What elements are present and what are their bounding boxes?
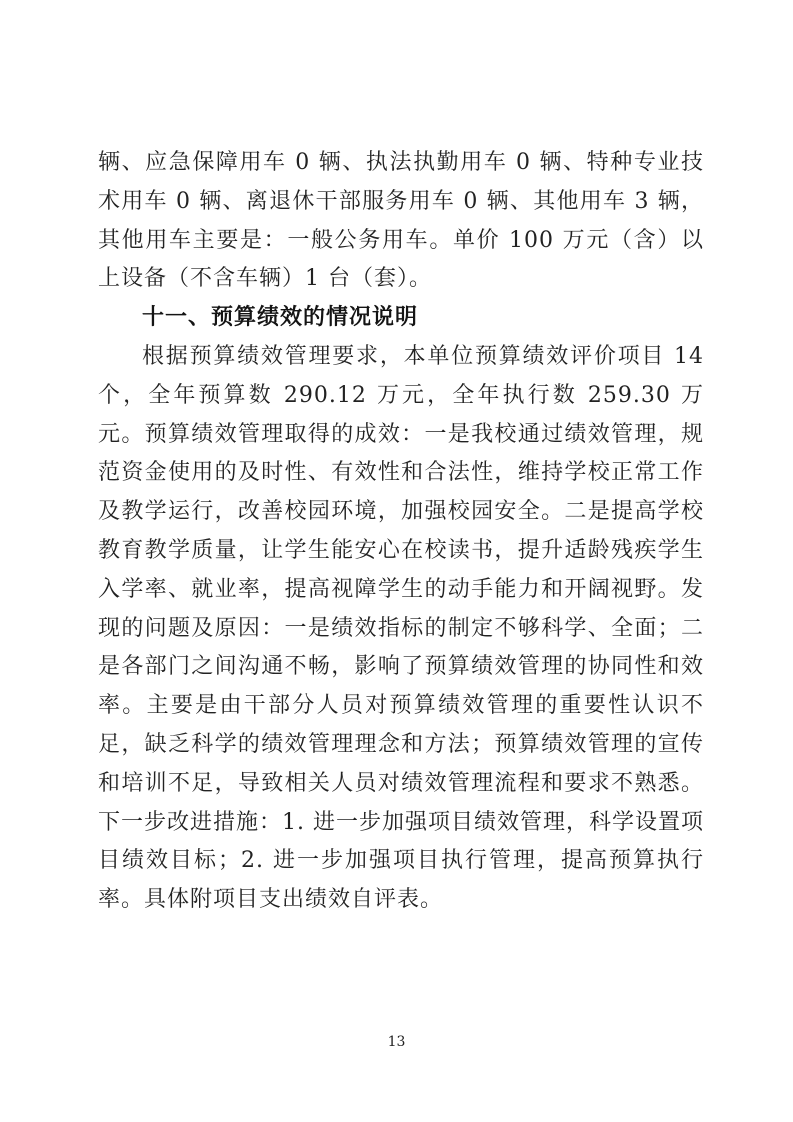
section-heading-budget-performance: 十一、预算绩效的情况说明 [142,305,419,331]
page-content [98,144,704,920]
paragraph-vehicle-continuation: 辆、应急保障用车 0 辆、执法执勤用车 0 辆、特种专业技术用车 0 辆、离退休干部服务用车 0 辆、其他用车 3 辆，其他用车主要是：一般公务用车。单价 100 万元（含）以上设备（不含车辆）1 台（套）。 [98,150,704,292]
page-number: 13 [387,1034,406,1050]
paragraph-budget-performance: 根据预算绩效管理要求，本单位预算绩效评价项目 14 个，全年预算数 290.12 万元，全年执行数 259.30 万元。预算绩效管理取得的成效：一是我校通过绩效管理，规范资金使用的及时性、有效性和合法性，维持学校正常工作及教学运行，改善校园环境，加强校园安全。二是提高学校教育教学质量，让学生能安心在校读书，提升适龄残疾学生入学率、就业率，提高视障学生的动手能力和开阔视野。发现的问题及原因：一是绩效指标的制定不够科学、全面；二是各部门之间沟通不畅，影响了预算绩效管理的协同性和效率。主要是由干部分人员对预算绩效管理的重要性认识不足，缺乏科学的绩效管理理念和方法；预算绩效管理的宣传和培训不足，导致相关人员对绩效管理流程和要求不熟悉。下一步改进措施：1. 进一步加强项目绩效管理，科学设置项目绩效目标；2. 进一步加强项目执行管理，提高预算执行率。具体附项目支出绩效自评表。 [98,343,704,913]
